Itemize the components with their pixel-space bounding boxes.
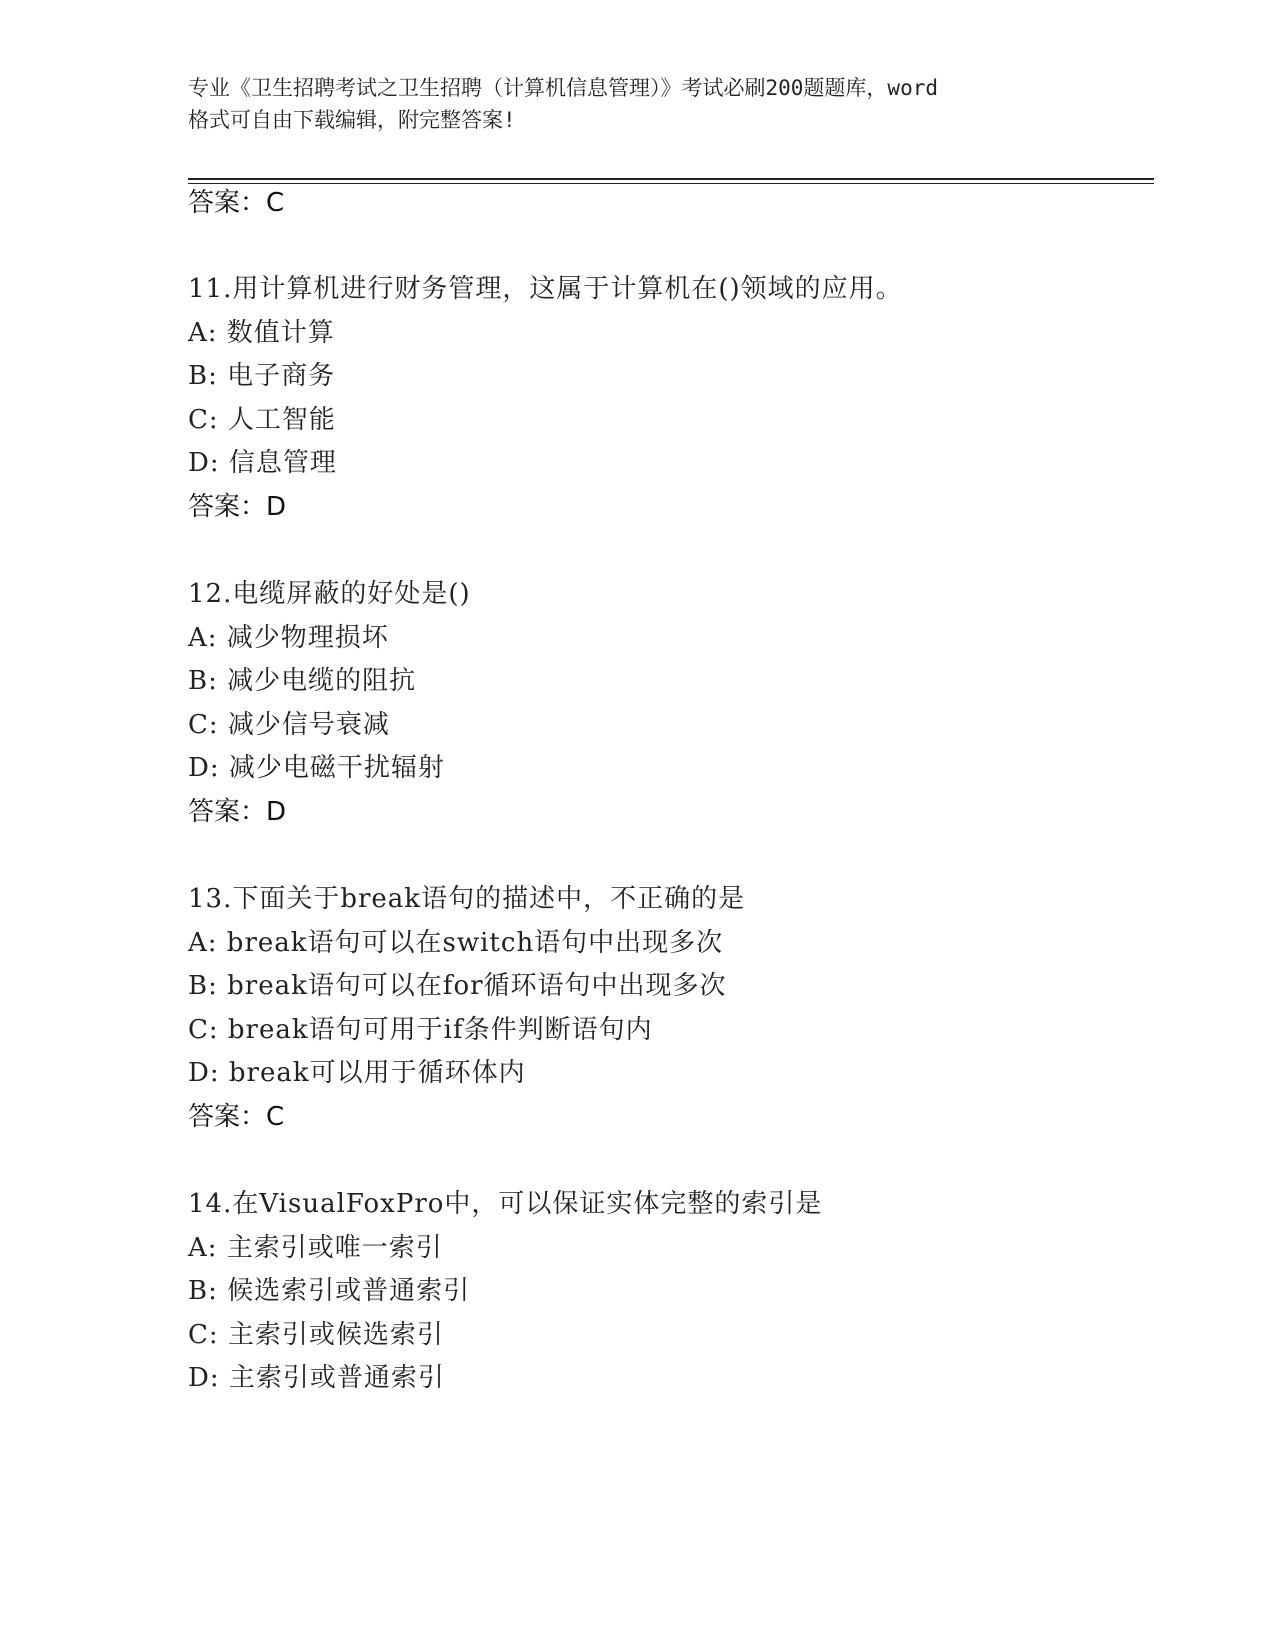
option-b: B: 电子商务 xyxy=(188,361,336,391)
answer-line: 答案：D xyxy=(188,797,287,827)
header-divider xyxy=(188,178,1154,180)
option-d: D: 信息管理 xyxy=(188,448,337,478)
answer-line: 答案：C xyxy=(188,188,285,218)
option-d: D: 减少电磁干扰辐射 xyxy=(188,753,445,783)
option-b: B: 候选索引或普通索引 xyxy=(188,1276,471,1306)
header-line-2: 格式可自由下载编辑，附完整答案! xyxy=(188,108,516,132)
question-stem: 14.在VisualFoxPro中，可以保证实体完整的索引是 xyxy=(188,1189,823,1219)
option-a: A: break语句可以在switch语句中出现多次 xyxy=(188,928,724,958)
option-c: C: break语句可用于if条件判断语句内 xyxy=(188,1015,653,1045)
header-line-1: 专业《卫生招聘考试之卫生招聘（计算机信息管理）》考试必刷200题题库，word xyxy=(188,76,938,100)
question-stem: 12.电缆屏蔽的好处是() xyxy=(188,579,471,609)
option-a: A: 减少物理损坏 xyxy=(188,623,389,653)
option-d: D: 主索引或普通索引 xyxy=(188,1363,445,1393)
document-header xyxy=(188,72,1088,136)
answer-line: 答案：C xyxy=(188,1102,285,1132)
header-divider-thin xyxy=(188,183,1154,184)
option-c: C: 减少信号衰减 xyxy=(188,710,390,740)
option-a: A: 数值计算 xyxy=(188,318,335,348)
question-stem: 13.下面关于break语句的描述中，不正确的是 xyxy=(188,884,746,914)
option-d: D: break可以用于循环体内 xyxy=(188,1058,526,1088)
option-b: B: break语句可以在for循环语句中出现多次 xyxy=(188,971,727,1001)
option-a: A: 主索引或唯一索引 xyxy=(188,1233,443,1263)
answer-line: 答案：D xyxy=(188,492,287,522)
question-stem: 11.用计算机进行财务管理，这属于计算机在()领域的应用。 xyxy=(188,274,903,304)
option-c: C: 主索引或候选索引 xyxy=(188,1320,444,1350)
option-b: B: 减少电缆的阻抗 xyxy=(188,666,417,696)
option-c: C: 人工智能 xyxy=(188,405,336,435)
